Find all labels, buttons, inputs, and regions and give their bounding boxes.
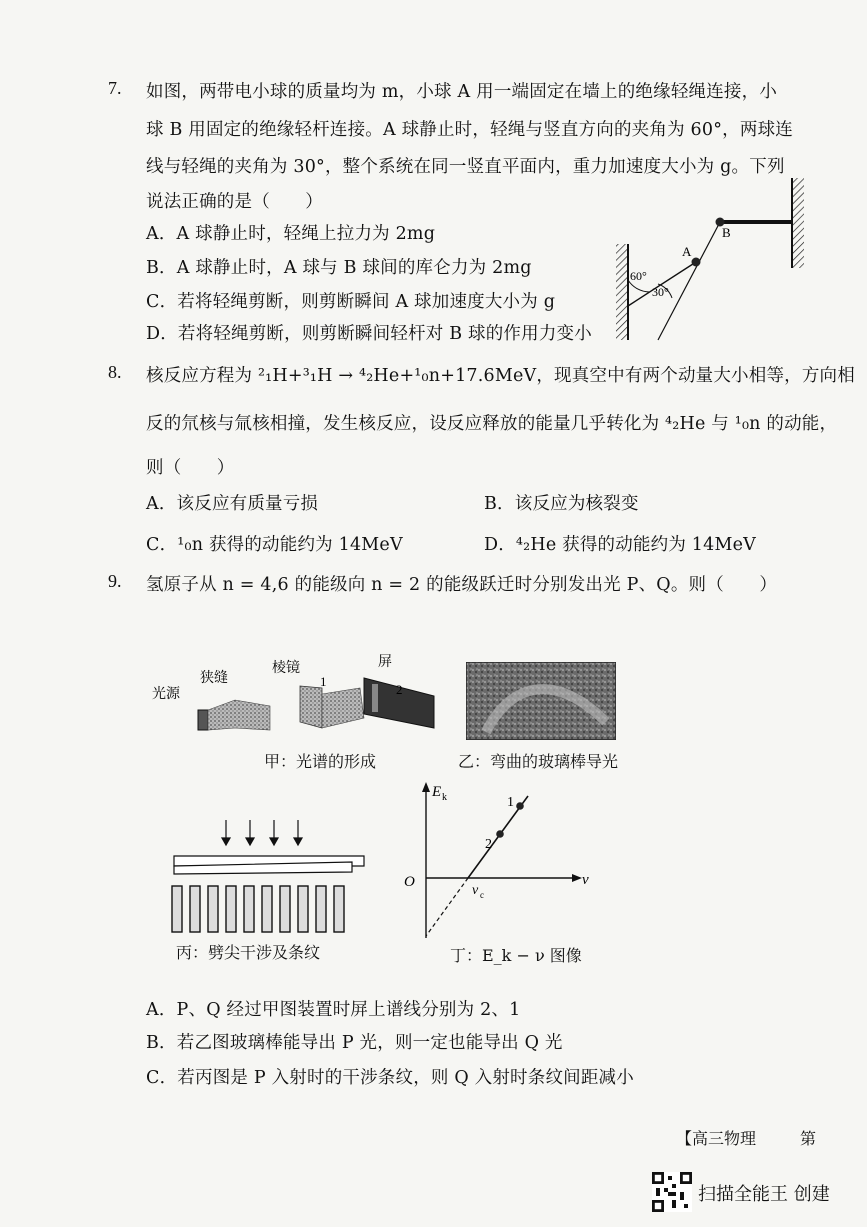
fig-bing-caption: 丙：劈尖干涉及条纹 [176, 943, 321, 962]
q8-option-d: D．⁴₂He 获得的动能约为 14MeV [484, 535, 756, 555]
angle-60-label: 60° [630, 269, 647, 283]
ball-a [692, 258, 701, 267]
q9-option-c: C．若丙图是 P 入射时的干涉条纹，则 Q 入射时条纹间距减小 [146, 1068, 634, 1088]
q7-stem-line2: 球 B 用固定的绝缘轻杆连接。A 球静止时，轻绳与竖直方向的夹角为 60°，两球连 [146, 120, 793, 140]
graph-cutoff-freq-sub: c [480, 890, 484, 900]
graph-origin: O [404, 874, 415, 890]
q9-option-a: A．P、Q 经过甲图装置时屏上谱线分别为 2、1 [146, 1000, 521, 1020]
angle-30-label: 30° [652, 285, 669, 299]
q8-option-b: B．该反应为核裂变 [484, 494, 639, 514]
label-screen: 屏 [378, 655, 392, 670]
qr-code-icon [652, 1172, 692, 1212]
fig-bing-wedge [168, 818, 378, 938]
graph-point-1 [516, 802, 524, 810]
fig-yi-caption: 乙：弯曲的玻璃棒导光 [458, 752, 619, 771]
fig-ding-ek-nu-graph [396, 780, 592, 948]
graph-ylabel: E [432, 784, 442, 800]
footer-page-label: 第 [800, 1129, 817, 1148]
q7-figure [612, 172, 812, 348]
fig-ding-caption: 丁：E_k − ν 图像 [450, 946, 582, 965]
q8-option-c: C．¹₀n 获得的动能约为 14MeV [146, 535, 403, 555]
graph-xlabel: ν [582, 872, 589, 888]
q9-number: 9. [108, 571, 122, 591]
fig-yi-glass-rod [466, 662, 616, 740]
footer-subject-tag: 【高三物理 [676, 1129, 757, 1148]
fig-jia-caption: 甲：光谱的形成 [264, 752, 377, 771]
q9-stem: 氢原子从 n = 4,6 的能级向 n = 2 的能级跃迁时分别发出光 P、Q。则（ ） [146, 575, 778, 595]
q7-option-d: D．若将轻绳剪断，则剪断瞬间轻杆对 B 球的作用力变小 [146, 324, 592, 344]
q7-stem-line4: 说法正确的是（ ） [146, 192, 323, 212]
graph-point-1-label: 1 [507, 795, 514, 810]
q7-stem-line1: 如图，两带电小球的质量均为 m，小球 A 用一端固定在墙上的绝缘轻绳连接，小 [146, 82, 778, 102]
q8-stem-line1: 核反应方程为 ²₁H+³₁H → ⁴₂He+¹₀n+17.6MeV，现真空中有两个动量大小相等，方向相 [146, 366, 855, 386]
graph-cutoff-freq: ν [472, 883, 479, 898]
spectral-line-2-label: 2 [396, 682, 403, 697]
graph-point-2 [496, 830, 504, 838]
q8-option-a: A．该反应有质量亏损 [146, 494, 319, 514]
spectral-line-1-label: 1 [320, 674, 327, 689]
graph-point-2-label: 2 [485, 837, 492, 852]
label-slit: 狭缝 [200, 671, 228, 686]
graph-ylabel-sub: k [442, 792, 447, 803]
q7-option-c: C．若将轻绳剪断，则剪断瞬间 A 球加速度大小为 g [146, 292, 556, 312]
q9-option-b: B．若乙图玻璃棒能导出 P 光，则一定也能导出 Q 光 [146, 1033, 563, 1053]
q8-stem-line2: 反的氘核与氚核相撞，发生核反应，设反应释放的能量几乎转化为 ⁴₂He 与 ¹₀n 的动能， [146, 414, 838, 434]
q7-option-a: A．A 球静止时，轻绳上拉力为 2mg [146, 224, 436, 244]
q8-number: 8. [108, 362, 122, 382]
q8-stem-line3: 则（ ） [146, 458, 235, 478]
label-light-source: 光源 [152, 687, 180, 702]
light-source [198, 710, 208, 730]
q7-option-b: B．A 球静止时，A 球与 B 球间的库仑力为 2mg [146, 258, 532, 278]
fig-jia-spectrum [150, 648, 450, 738]
label-prism: 棱镜 [272, 661, 300, 676]
label-b: B [722, 225, 731, 240]
scanner-watermark: 扫描全能王 创建 [698, 1184, 830, 1205]
q7-number: 7. [108, 78, 122, 98]
q7-stem-line3: 线与轻绳的夹角为 30°，整个系统在同一竖直平面内，重力加速度大小为 g。下列 [146, 157, 785, 177]
label-a: A [682, 244, 692, 259]
